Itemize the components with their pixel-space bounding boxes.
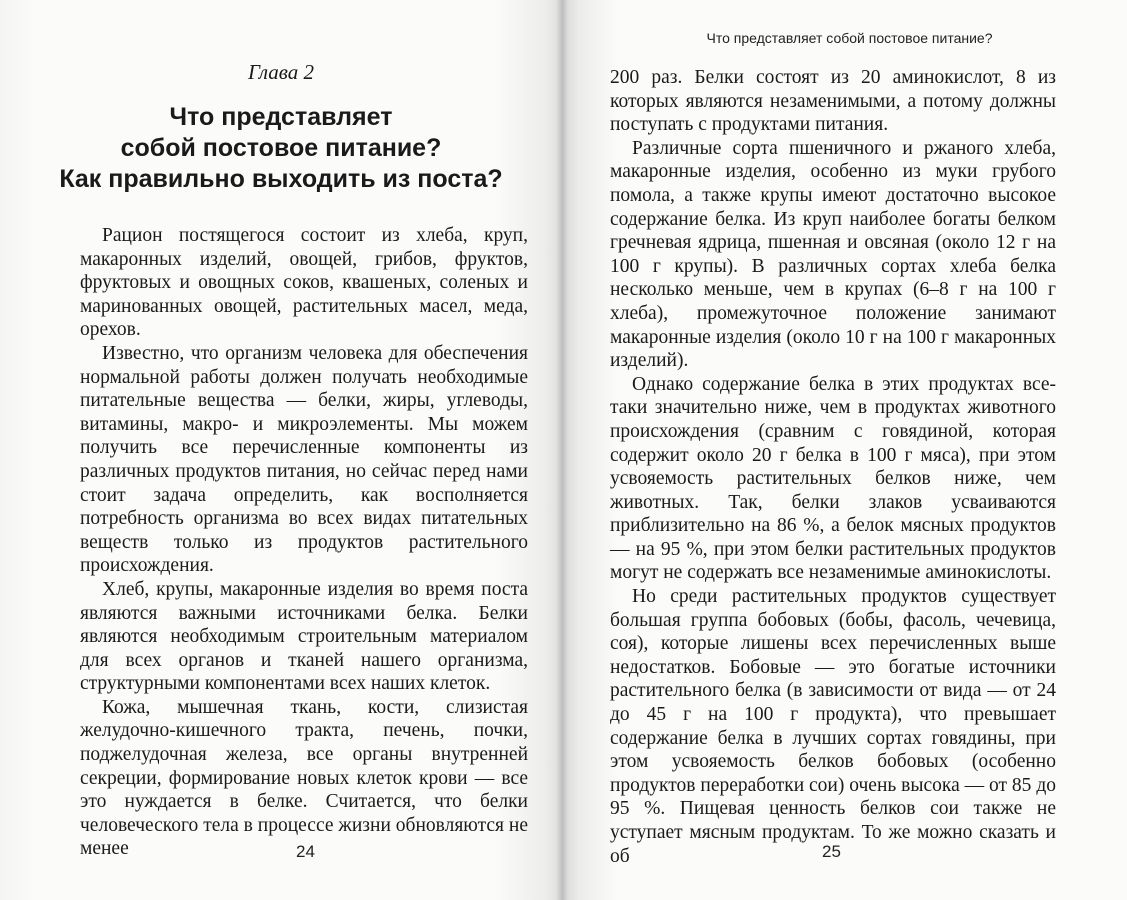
page-number-right: 25	[822, 842, 841, 861]
chapter-title-line: собой постовое питание?	[120, 134, 442, 162]
left-body-text	[80, 224, 528, 861]
paragraph: 200 раз. Белки состоят из 20 аминокислот, 8 из которых являются незаменимыми, а потому должны поступать с продуктами питания.	[610, 67, 1056, 136]
chapter-label: Глава 2	[248, 60, 314, 84]
paragraph: Кожа, мышечная ткань, кости, слизистая желудочно-кишечного тракта, печень, почки, поджелудочная железа, все органы внутренней секреции, формирование новых клеток крови — все это нуждается в белке. Считается, что белки человеческого тела в процессе жизни обновляются не менее	[80, 696, 528, 860]
right-body-text	[610, 66, 1056, 868]
chapter-title-line: Что представляет	[169, 103, 393, 131]
right-page	[562, 0, 1127, 900]
book-gutter	[556, 0, 568, 900]
paragraph: Различные сорта пшеничного и ржаного хлеба, макаронные изделия, особенно из муки грубого помола, а также крупы имеют достаточно высокое содержание белка. Из круп наиболее богаты белком гречневая ядрица, пшенная и овсяная (около 12 г на 100 г крупы). В различных сортах хлеба белка несколько меньше, чем в крупах (6–8 г на 100 г хлеба), промежуточное положение занимают макаронные изделия (около 10 г на 100 г макаронных изделий).	[610, 137, 1056, 372]
chapter-title	[40, 102, 522, 195]
paragraph: Известно, что организм человека для обеспечения нормальной работы должен получать необходимые питательные вещества — белки, жиры, углеводы, витамины, макро- и микроэлементы. Мы можем получить все перечисленные компоненты из различных продуктов питания, но сейчас перед нами стоит задача определить, как восполняется потребность организма во всех видах питательных веществ только из продуктов растительного происхождения.	[80, 342, 528, 577]
paragraph: Хлеб, крупы, макаронные изделия во время поста являются важными источниками белка. Белки являются необходимым строительным материалом для всех органов и тканей нашего организма, структурными компонентами всех наших клеток.	[80, 578, 528, 695]
paragraph: Однако содержание белка в этих продуктах все-таки значительно ниже, чем в продуктах животного происхождения (сравним с говядиной, которая содержит около 20 г белка в 100 г мяса), при этом усвояемость растительных белков ниже, чем животных. Так, белки злаков усваиваются приблизительно на 86 %, а белок мясных продуктов — на 95 %, при этом белки растительных продуктов могут не содержать все незаменимые аминокислоты.	[610, 373, 1056, 584]
running-head: Что представляет собой постовое питание?	[706, 30, 993, 46]
paragraph: Но среди растительных продуктов существует большая группа бобовых (бобы, фасоль, чечевица, соя), которые лишены всех перечисленных выше недостатков. Бобовые — это богатые источники растительного белка (в зависимости от вида — от 24 до 45 г на 100 г продукта), что превышает содержание белка в лучших сортах говядины, при этом усвояемость белков бобовых (особенно продуктов переработки сои) очень высока — от 85 до 95 %. Пищевая ценность белков сои также не уступает мясным продуктам. То же можно сказать и об	[610, 586, 1056, 867]
chapter-title-line: Как правильно выходить из поста?	[59, 165, 503, 193]
paragraph: Рацион постящегося состоит из хлеба, круп, макаронных изделий, овощей, грибов, фруктов, фруктовых и овощных соков, квашеных, соленых и маринованных овощей, растительных масел, меда, орехов.	[80, 225, 528, 341]
left-page	[0, 0, 562, 900]
page-number-left: 24	[296, 842, 315, 861]
